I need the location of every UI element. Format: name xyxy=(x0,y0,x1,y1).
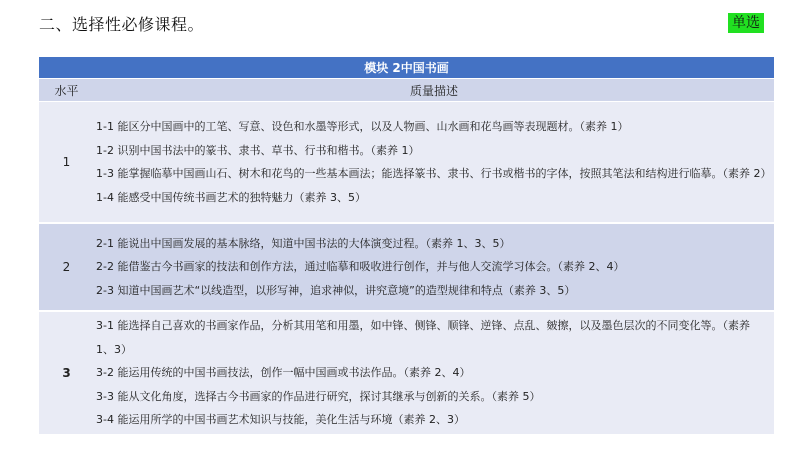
description-item: 2-2 能借鉴古今书画家的技法和创作方法，通过临摹和吸收进行创作，并与他人交流学习体会。（素养 2、4） xyxy=(96,260,625,274)
table-row xyxy=(39,102,774,224)
table-row xyxy=(39,223,774,311)
table-title-row xyxy=(39,57,774,79)
column-header-level: 水平 xyxy=(39,79,94,102)
description-item: 3-4 能运用所学的中国书画艺术知识与技能，美化生活与环境（素养 2、3） xyxy=(96,413,465,427)
description-item: 3-1 能选择自己喜欢的书画家作品，分析其用笔和用墨，如中锋、侧锋、顺锋、逆锋、点乱、皴擦，以及墨色层次的不同变化等。（素养 1、3） xyxy=(96,319,750,356)
level-cell: 2 xyxy=(39,223,94,311)
module-title: 模块 2中国书画 xyxy=(39,57,774,79)
quality-table xyxy=(39,57,774,435)
description-item: 1-4 能感受中国传统书画艺术的独特魅力（素养 3、5） xyxy=(96,190,366,204)
description-item: 2-3 知道中国画艺术“以线造型，以形写神，追求神似，讲究意境”的造型规律和特点（素养 3、5） xyxy=(96,283,576,297)
level-cell: 3 xyxy=(39,311,94,435)
section-heading: 二、选择性必修课程。 xyxy=(39,15,205,34)
table-row xyxy=(39,311,774,435)
description-cell xyxy=(94,223,774,311)
column-header-description: 质量描述 xyxy=(94,79,774,102)
table-header-row xyxy=(39,79,774,102)
description-item: 3-3 能从文化角度，选择古今书画家的作品进行研究，探讨其继承与创新的关系。（素养 5） xyxy=(96,389,541,403)
description-item: 1-2 识别中国书法中的篆书、隶书、草书、行书和楷书。（素养 1） xyxy=(96,143,420,157)
description-item: 1-1 能区分中国画中的工笔、写意、设色和水墨等形式，以及人物画、山水画和花鸟画等表现题材。（素养 1） xyxy=(96,120,629,133)
description-item: 3-2 能运用传统的中国书画技法，创作一幅中国画或书法作品。（素养 2、4） xyxy=(96,366,471,380)
level-cell: 1 xyxy=(39,102,94,224)
description-cell xyxy=(94,311,774,435)
description-cell xyxy=(94,102,774,224)
description-item: 2-1 能说出中国画发展的基本脉络，知道中国书法的大体演变过程。（素养 1、3、5） xyxy=(96,236,511,250)
single-choice-badge: 单选 xyxy=(728,13,764,33)
description-item: 1-3 能掌握临摹中国画山石、树木和花鸟的一些基本画法；能选择篆书、隶书、行书或楷书的字体，按照其笔法和结构进行临摹。（素养 2） xyxy=(96,167,772,180)
